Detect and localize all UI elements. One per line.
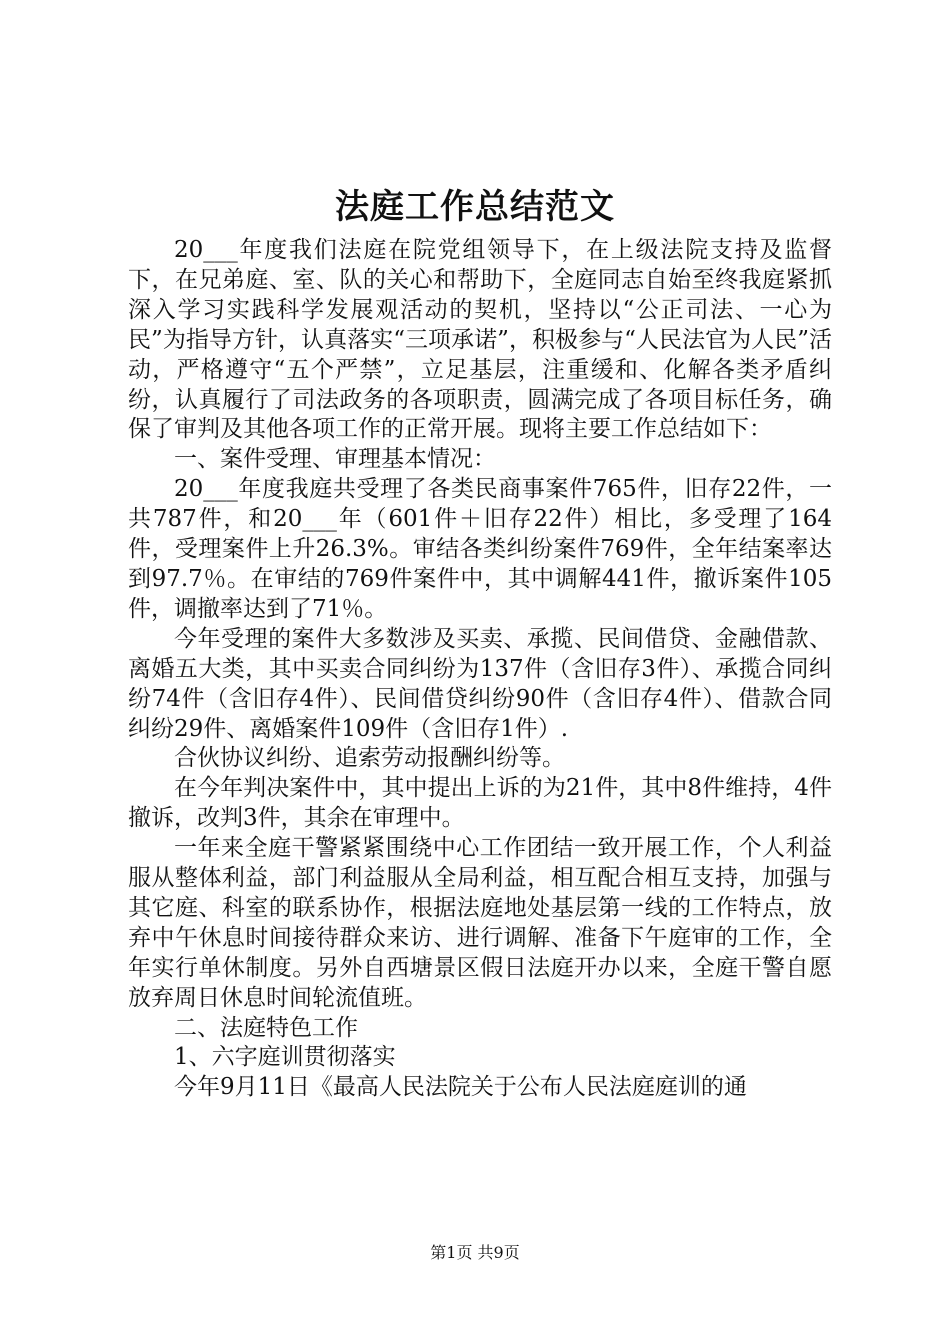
section-heading-special-work: 二、法庭特色工作: [174, 1014, 358, 1041]
document-title: 法庭工作总结范文: [335, 187, 615, 227]
page-number-footer: 第1页 共9页: [430, 1243, 520, 1262]
paragraph-case-types: 今年受理的案件大多数涉及买卖、承揽、民间借贷、金融借款、离婚五大类，其中买卖合同纠纷为137件（含旧存3件）、承揽合同纠纷74件（含旧存4件）、民间借贷纠纷90件（含旧存4件）、借款合同纠纷29件、离婚案件109件（含旧存1件）.: [128, 625, 832, 742]
paragraph-appeals: 在今年判决案件中，其中提出上诉的为21件，其中8件维持，4件撤诉，改判3件，其余在审理中。: [128, 775, 832, 832]
paragraph-motto-notice: 今年9月11日《最高人民法院关于公布人民法庭庭训的通: [174, 1074, 747, 1101]
section-heading-case-overview: 一、案件受理、审理基本情况：: [174, 446, 496, 473]
paragraph-other-disputes: 合伙协议纠纷、追索劳动报酬纠纷等。: [174, 745, 565, 772]
paragraph-intro: 20___年度我们法庭在院党组领导下，在上级法院支持及监督下，在兄弟庭、室、队的关心和帮助下，全庭同志自始至终我庭紧抓深入学习实践科学发展观活动的契机，坚持以“公正司法、一心为民”为指导方针，认真落实“三项承诺”，积极参与“人民法官为人民”活动，严格遵守“五个严禁”，立足基层，注重缓和、化解各类矛盾纠纷，认真履行了司法政务的各项职责，圆满完成了各项目标任务，确保了审判及其他各项工作的正常开展。现将主要工作总结如下：: [128, 237, 832, 443]
paragraph-teamwork: 一年来全庭干警紧紧围绕中心工作团结一致开展工作，个人利益服从整体利益，部门利益服从全局利益，相互配合相互支持，加强与其它庭、科室的联系协作，根据法庭地处基层第一线的工作特点，放弃中午休息时间接待群众来访、进行调解、准备下午庭审的工作，全年实行单休制度。另外自西塘景区假日法庭开办以来，全庭干警自愿放弃周日休息时间轮流值班。: [128, 835, 832, 1011]
paragraph-case-statistics: 20___年度我庭共受理了各类民商事案件765件，旧存22件，一共787件，和20___年（601件＋旧存22件）相比，多受理了164件，受理案件上升26.3%。审结各类纠纷案件769件，全年结案率达到97.7％。在审结的769件案件中，其中调解441件，撤诉案件105件，调撤率达到了71％。: [128, 476, 832, 622]
document-body: [128, 236, 832, 1103]
subheading-six-character-motto: 1、六字庭训贯彻落实: [174, 1044, 396, 1071]
